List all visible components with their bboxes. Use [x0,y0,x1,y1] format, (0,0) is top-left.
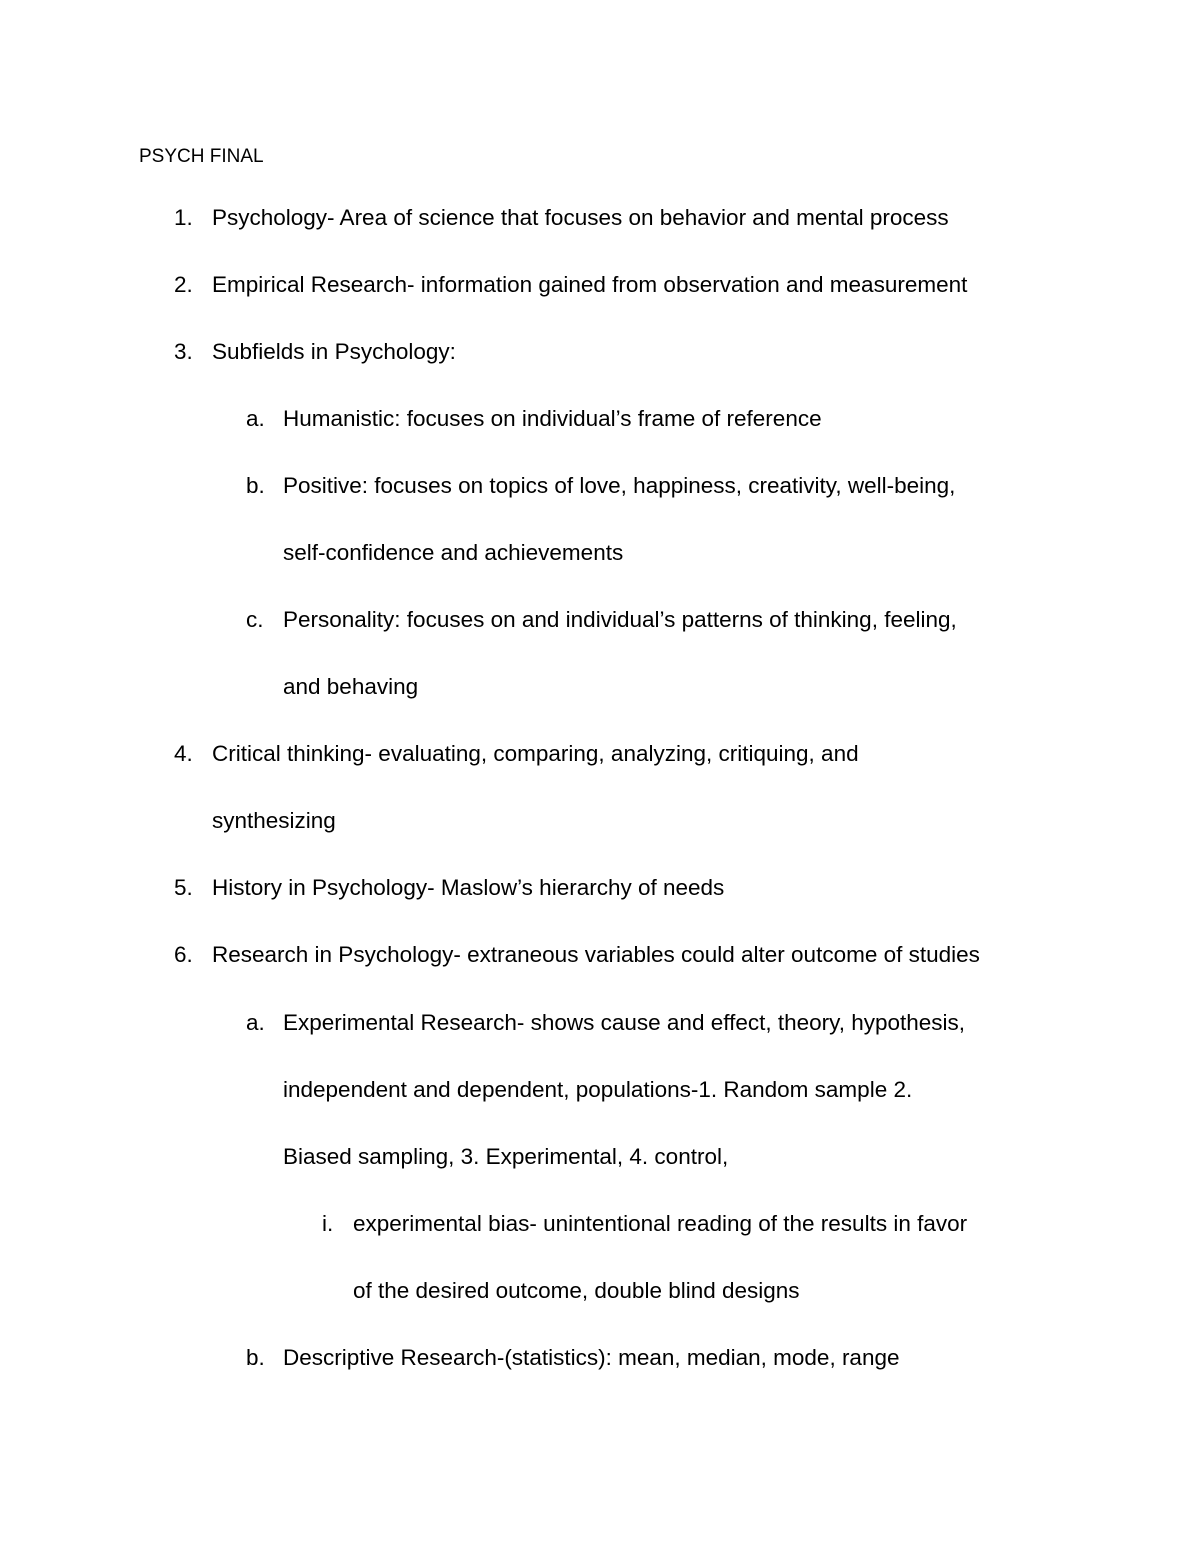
list-item-text: History in Psychology- Maslow’s hierarchy of needs [212,875,725,900]
list-marker: 4. [174,741,193,766]
list-item-text: Research in Psychology- extraneous variables could alter outcome of studies [212,942,980,967]
subsublist-item-text: experimental bias- unintentional reading of the results in favor [353,1211,968,1236]
sublist-item-text: Positive: focuses on topics of love, happiness, creativity, well-being, [283,473,956,498]
sublist-marker: a. [246,406,265,431]
list-marker: 6. [174,942,193,967]
sublist-item-text: Personality: focuses on and individual’s patterns of thinking, feeling, [283,607,957,632]
sublist-item-text-continued: Biased sampling, 3. Experimental, 4. control, [283,1144,729,1169]
subsublist-item-text-continued: of the desired outcome, double blind designs [353,1278,800,1303]
subsublist-marker: i. [322,1211,334,1236]
list-marker: 1. [174,205,193,230]
sublist-item-text-continued: independent and dependent, populations-1. Random sample 2. [283,1077,913,1102]
sublist-item-text-continued: and behaving [283,674,419,699]
list-marker: 2. [174,272,193,297]
list-item-text: Subfields in Psychology: [212,339,456,364]
sublist-item-text: Humanistic: focuses on individual’s frame of reference [283,406,822,431]
list-item-text: Psychology- Area of science that focuses on behavior and mental process [212,205,949,230]
sublist-item-text: Experimental Research- shows cause and effect, theory, hypothesis, [283,1010,966,1035]
sublist-marker: a. [246,1010,265,1035]
list-item-text-continued: synthesizing [212,808,336,833]
sublist-marker: b. [246,1345,265,1370]
sublist-marker: b. [246,473,265,498]
sublist-item-text: Descriptive Research-(statistics): mean, median, mode, range [283,1345,900,1370]
list-marker: 3. [174,339,193,364]
list-item-text: Empirical Research- information gained from observation and measurement [212,272,968,297]
document-title: PSYCH FINAL [139,146,264,167]
list-marker: 5. [174,875,193,900]
sublist-marker: c. [246,607,264,632]
list-item-text: Critical thinking- evaluating, comparing, analyzing, critiquing, and [212,741,859,766]
sublist-item-text-continued: self-confidence and achievements [283,540,624,565]
